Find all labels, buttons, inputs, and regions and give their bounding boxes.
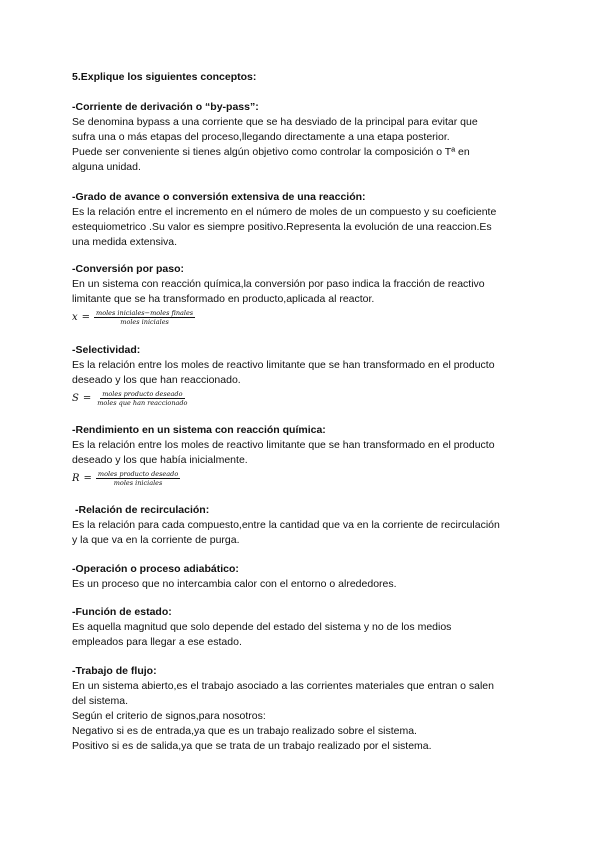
formula-fraction (94, 309, 195, 326)
section-heading: -Conversión por paso: (72, 263, 185, 275)
formula-denominator: moles iniciales (113, 479, 163, 487)
formula-variable: S (72, 393, 79, 404)
page-title: 5.Explique los siguientes conceptos: (72, 71, 257, 83)
equals-sign: = (82, 393, 92, 404)
section-heading: -Selectividad: (72, 344, 141, 356)
section-trabajo-flujo (72, 664, 532, 754)
section-funcion-estado (72, 605, 532, 650)
equals-sign: = (83, 473, 92, 484)
formula-rendimiento (72, 470, 532, 487)
formula-denominator: moles que han reaccionado (97, 399, 188, 407)
section-heading: -Corriente de derivación o “by-pass”: (72, 101, 259, 113)
section-text: Es la relación para cada compuesto,entre la cantidad que va en la corriente de recirculación y la que va en la corriente de purga. (72, 519, 500, 546)
section-heading: -Relación de recirculación: (75, 504, 210, 516)
equals-sign: = (81, 312, 91, 323)
section-text: Es la relación entre los moles de reactivo limitante que se han transformado en el producto deseado y los que han reaccionado. (72, 359, 495, 386)
formula-numerator: moles producto deseado (102, 390, 183, 398)
formula-denominator: moles iniciales (120, 318, 169, 326)
section-heading: -Operación o proceso adiabático: (72, 563, 239, 575)
section-text: En un sistema abierto,es el trabajo asociado a las corrientes materiales que entran o salen del sistema. Según el criterio de signos,para nosotros: Negativo si es de entrada,ya que es un trabajo realizado sobre el sistema. Positivo si es de salida,ya que se trata de un trabajo realizado por el sistema. (72, 680, 494, 752)
section-text: Es aquella magnitud que solo depende del estado del sistema y no de los medios empleados para llegar a ese estado. (72, 621, 452, 648)
section-grado-avance (72, 190, 532, 250)
formula-selectividad (72, 390, 532, 407)
formula-numerator: moles iniciales−moles finales (96, 309, 194, 317)
section-recirculacion (72, 503, 532, 548)
section-text: En un sistema con reacción química,la conversión por paso indica la fracción de reactivo limitante que se ha transformado en producto,aplicada al reactor. (72, 278, 485, 305)
section-bypass (72, 100, 532, 175)
formula-variable: x (72, 312, 78, 323)
formula-numerator: moles producto deseado (97, 470, 179, 478)
section-text: Se denomina bypass a una corriente que se ha desviado de la principal para evitar que sufra una o más etapas del proceso,llegando directamente a una etapa posterior. Puede ser conveniente si tienes algún objetivo como controlar la composición o Tª en alguna unidad. (72, 116, 478, 173)
section-text: Es un proceso que no intercambia calor con el entorno o alrededores. (72, 578, 397, 590)
section-heading: -Grado de avance o conversión extensiva de una reacción: (72, 191, 366, 203)
section-conversion-paso (72, 262, 532, 326)
formula-variable: R (72, 473, 80, 484)
section-heading: -Trabajo de flujo: (72, 665, 157, 677)
formula-fraction (96, 470, 180, 487)
section-text: Es la relación entre los moles de reactivo limitante que se han transformado en el producto deseado y los que había inicialmente. (72, 439, 495, 466)
section-heading: -Rendimiento en un sistema con reacción química: (72, 424, 326, 436)
formula-conversion (72, 309, 532, 326)
section-text: Es la relación entre el incremento en el número de moles de un compuesto y su coeficiente estequiometrico .Su valor es siempre positivo.Representa la evolución de una reaccion.Es una medida extensiva. (72, 206, 497, 248)
formula-fraction (95, 390, 189, 407)
section-selectividad (72, 343, 532, 407)
section-rendimiento (72, 423, 532, 487)
section-heading: -Función de estado: (72, 606, 172, 618)
section-adiabatico (72, 562, 532, 592)
